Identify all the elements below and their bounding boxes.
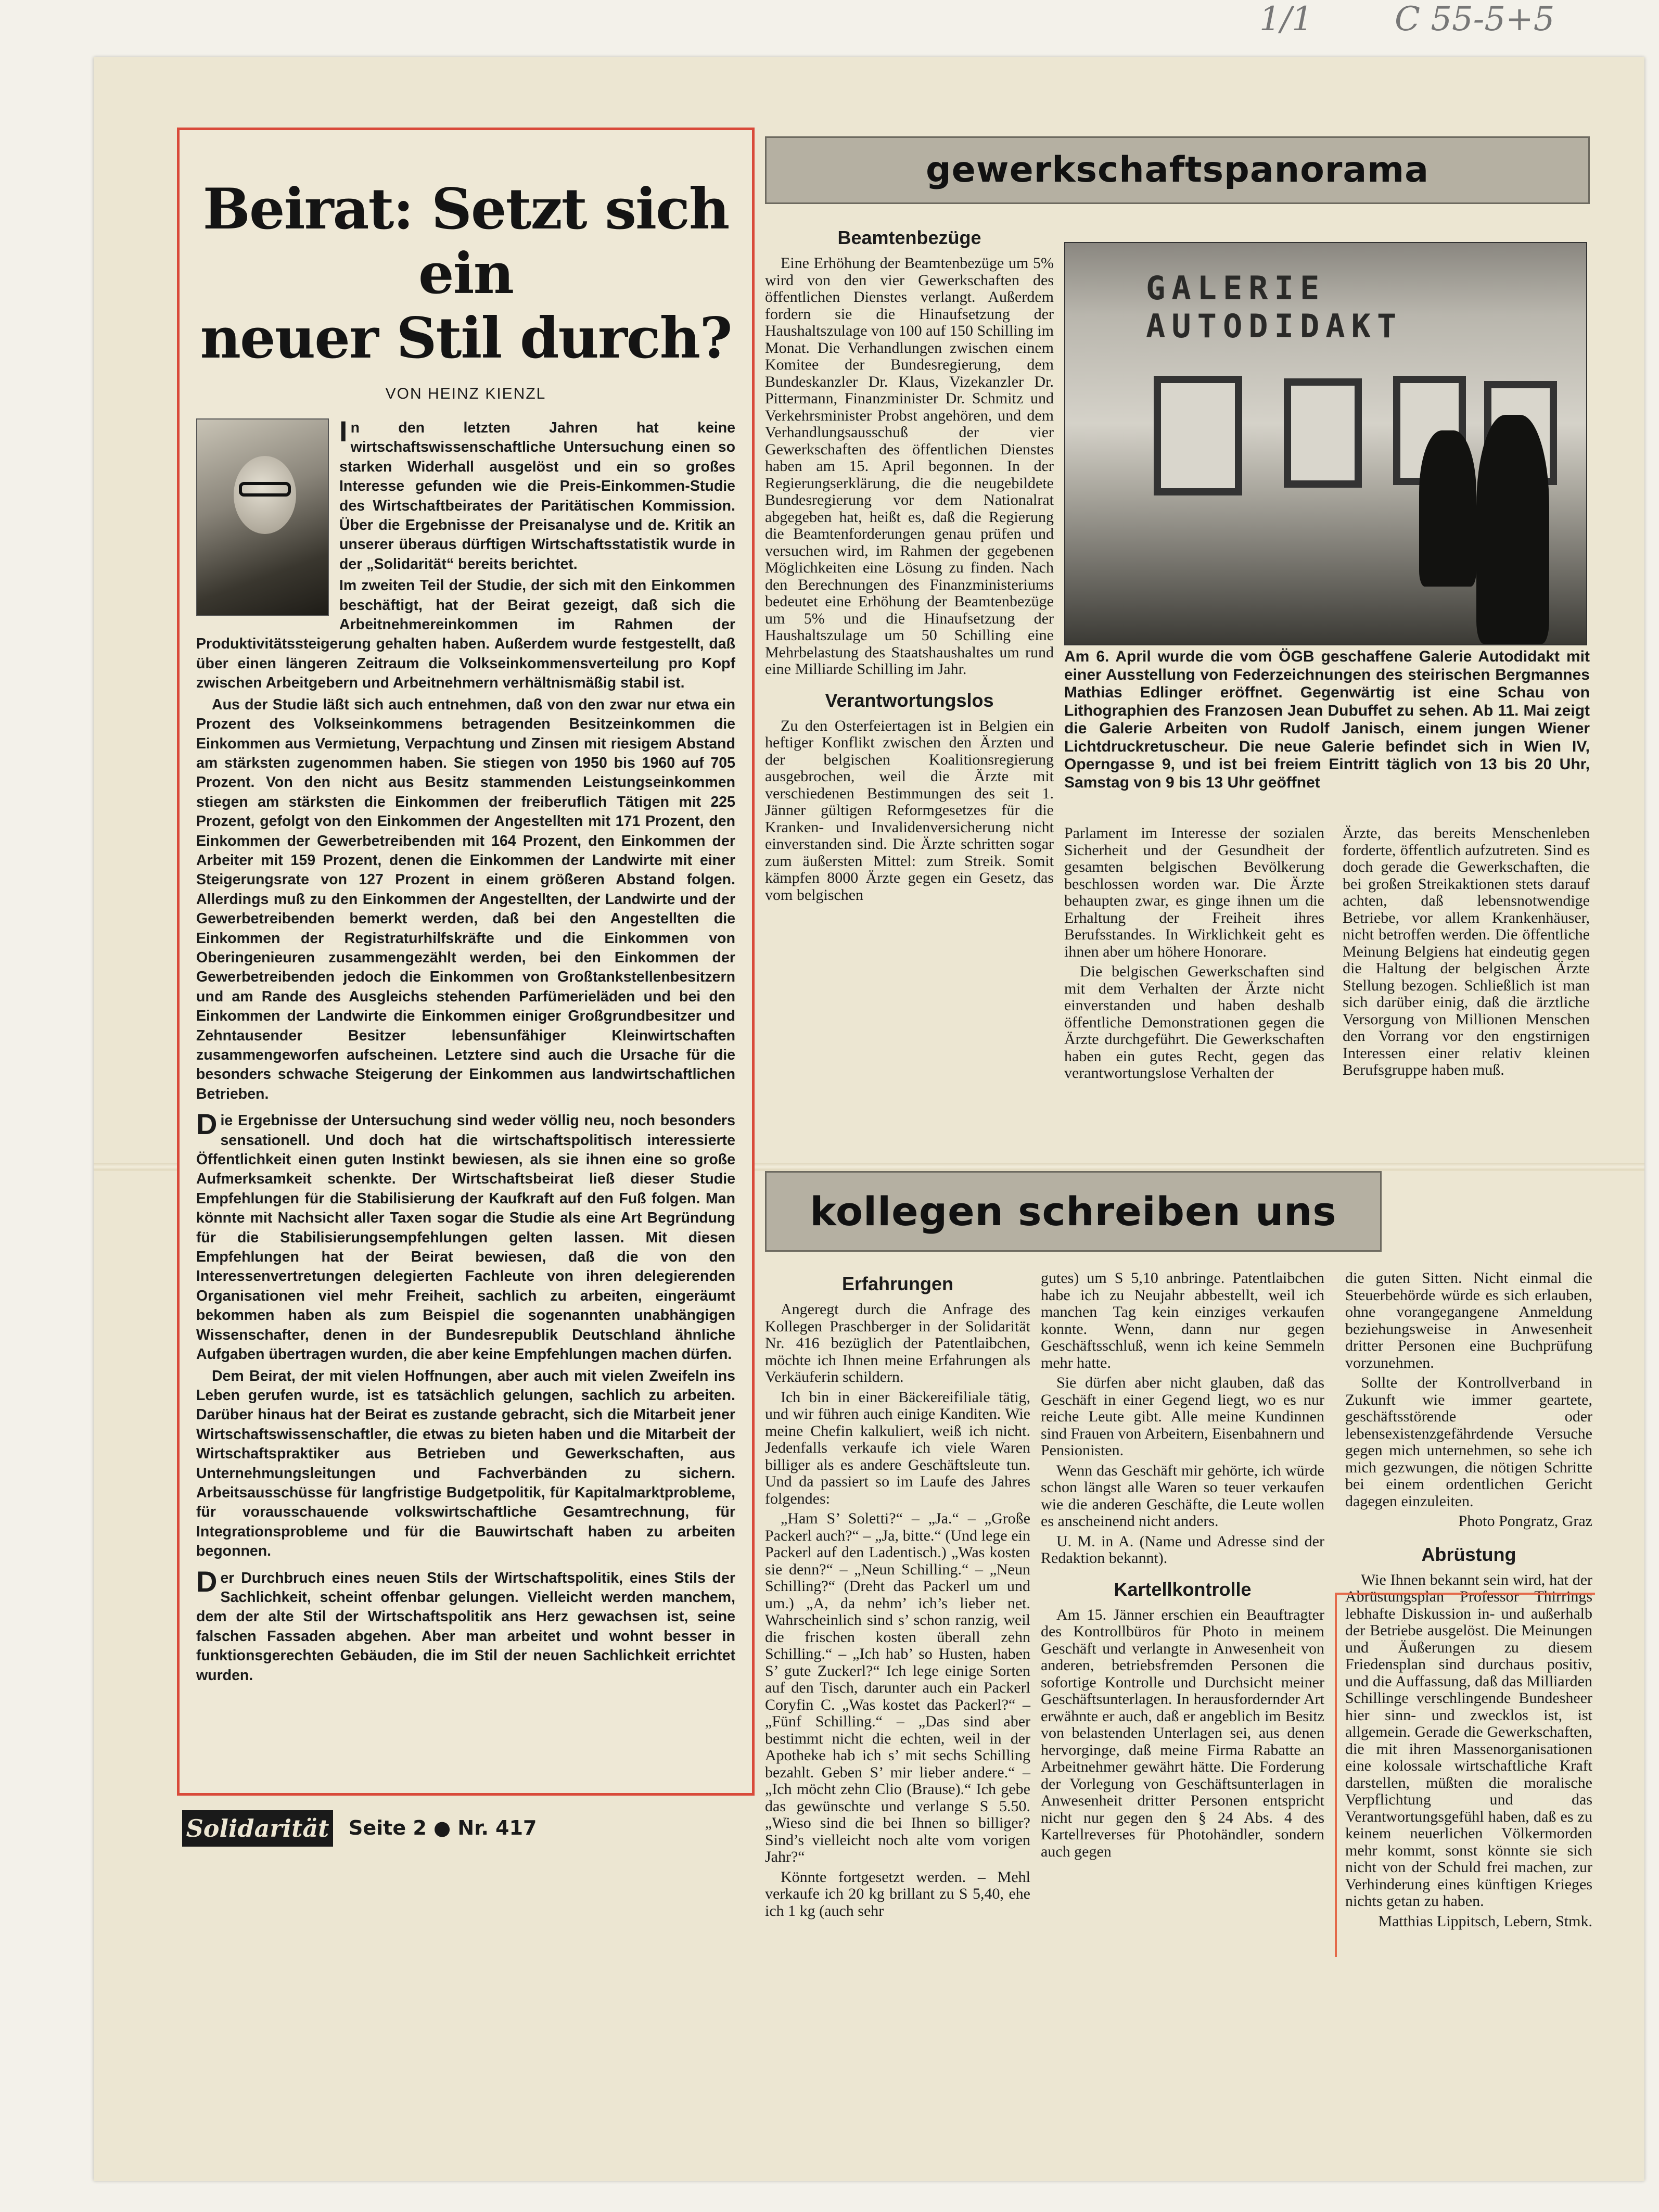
paragraph: Wenn das Geschäft mir gehörte, ich würde schon längst alle Waren so teuer verkaufen wie die anderen Geschäfte, die Leute wollen es anscheinend nicht anders. [1041,1461,1324,1530]
byline: VON HEINZ KIENZL [385,385,546,402]
red-pencil-mark [1335,1593,1337,1957]
article-headline [196,177,735,371]
section-banner-kollegen: kollegen schreiben uns [765,1171,1382,1252]
picture-frame [1284,378,1362,488]
section-title: Verantwortungslos [825,689,994,711]
kollegen-column-3 [1345,1270,1592,1933]
section-title: Beamtenbezüge [837,227,981,248]
paragraph: Ärzte, das bereits Menschenleben forderte, öffentlich aufzutreten. Sind es doch gerade die Gewerkschaften, die bei großen Streikaktionen stets darauf achten, daß lebensnotwendige Betriebe, vor allem Krankenhäuser, nicht betroffen werden. Die öffentliche Meinung Belgiens hat eindeutig gegen die Haltung der belgischen Ärzte Stellung bezogen. Schließlich ist man sich darüber einig, daß die ärztliche Versorgung von Millionen Menschen den Vorrang vor den engstirnigen Interessen einer relativ kleinen Berufsgruppe haben muß. [1343,824,1590,1078]
dropcap: D [196,1108,218,1141]
gallery-photo [1064,242,1587,645]
paragraph: Sie dürfen aber nicht glauben, daß das Geschäft in einer Gegend liegt, wo es nur reiche Leute gibt. Alle meine Kundinnen sind Frauen von Arbeitern, Eisenbahnern und Pensionisten. [1041,1374,1324,1459]
picture-frame [1154,376,1242,495]
visitor-figure [1419,430,1476,587]
article-body [196,415,735,1685]
section-banner-panorama: gewerkschaftspanorama [765,136,1590,204]
paragraph: Könnte fortgesetzt werden. – Mehl verkaufe ich 20 kg brillant zu S 5,40, ehe ich 1 kg (auch sehr [765,1868,1030,1919]
paragraph: Am 15. Jänner erschien ein Beauftragter des Kontrollbüros für Photo in meinem Geschäft und verlangte in Anwesenheit von anderen, betriebsfremden Personen die sofortige Kontrolle und Durchsicht meiner Geschäftsunterlagen. In herausfordernder Art erwähnte er auch, daß er angeblich im Besitz von belastenden Unterlagen sei, aus denen hervorginge, daß meine Firma Rabatte an Arbeitnehmer gewährt hätte. Die Forderung der Vorlegung von Geschäftsunterlagen in Anwesenheit dritter Personen entspricht nicht nur gegen den § 24 Abs. 4 des Kartellreverses für Photohändler, sondern auch gegen [1041,1606,1324,1860]
headline-line-2: neuer Stil durch? [200,306,732,371]
paragraph: „Ham S’ Soletti?“ – „Ja.“ – „Große Packerl auch?“ – „Ja, bitte.“ (Und lege ein Packerl auf den Ladentisch.) „Was kosten sie denn?“ – „Neun Schilling.“ – „Neun Schilling?“ (Dreht das Packerl um und um.) „A, da nehm’ ich’s lieber net. Wahrscheinlich sind s’ schon ranzig, weil die frischen kosten überall zehn Schilling.“ – „Ich hab’ so Husten, haben S’ gute Zuckerl?“ Ich lege einige Sorten auf den Tisch, darunter auch ein Packerl Coryfin C. „Was kostet das Packerl?“ – „Fünf Schilling.“ – „Das sind aber bestimmt nicht die echten, weil in der Apotheke hab ich s’ mit sechs Schilling bezahlt. Geben S’ mir lieber andere.“ – „Ich möcht zehn Clio (Brause).“ Ich gebe das gewünschte und verlange S 5.50. „Wieso sind die bei Ihnen so billiger? Sind’s vielleicht noch alte vom vorigen Jahr?“ [765,1510,1030,1865]
signature: U. M. in A. (Name und Adresse sind der Redaktion bekannt). [1041,1532,1324,1567]
paragraph-text: er Durchbruch eines neuen Stils der Wirtschaftspolitik, eines Stils der Sachlichkeit, scheint offenbar gelungen. Vielleicht werden manchem, dem der alte Stil der Wirtschaftspolitik ans Herz gewachsen ist, seine falschen Fassaden abgehen. Aber man arbeitet und wohnt besser in funktionsgerechten Gebäuden, die im Stil der neuen Sachlichkeit errichtet wurden. [196,1569,735,1684]
page-number: Seite 2 ● Nr. 417 [349,1816,537,1839]
photo-caption: Am 6. April wurde die vom ÖGB geschaffene Galerie Autodidakt mit einer Ausstellung von Federzeichnungen des steirischen Bergmannes Mathias Edlinger eröffnet. Gegenwärtig ist eine Schau von Lithographien des Franzosen Jean Dubuffet zu sehen. Ab 11. Mai zeigt die Galerie Arbeiten von Rudolf Janisch, einem jungen Wiener Lichtdruckretuscheur. Die neue Galerie befindet sich in Wien IV, Operngasse 9, und ist bei freiem Eintritt täglich von 13 bis 20 Uhr, Samstag von 9 bis 13 Uhr geöffnet [1064,648,1590,791]
paragraph: Ich bin in einer Bäckereifiliale tätig, und wir führen auch einige Kanditen. Wie meine Chefin kalkuliert, weiß ich nicht. Jedenfalls verkaufe ich viele Waren billiger als es andere Geschäftsleute tun. Und da passiert so im Laufe des Jahres folgendes: [765,1388,1030,1507]
dropcap: D [196,1565,218,1598]
section-title: Erfahrungen [841,1273,953,1294]
paragraph: die guten Sitten. Nicht einmal die Steuerbehörde würde es sich erlauben, ohne vorangegangene Anmeldung beziehungsweise in Anwesenheit dritter Personen eine Buchprüfung vorzunehmen. [1345,1269,1592,1371]
portrait-glasses [239,482,291,497]
author-portrait [196,418,329,616]
paragraph: Die belgischen Gewerkschaften sind mit dem Verhalten der Ärzte nicht einverstanden und haben deshalb öffentliche Demonstrationen gegen die Ärzte durchgeführt. Die Gewerkschaften haben ein gutes Recht, gegen das verantwortungslose Verhalten der [1064,963,1324,1082]
kollegen-column-1 [765,1270,1030,1923]
signature: Photo Pongratz, Graz [1458,1512,1592,1530]
handwritten-note-right: C 55-5+5 [1395,0,1555,39]
paragraph [196,1108,735,1364]
panorama-column-1 [765,224,1054,907]
section-title: Kartellkontrolle [1114,1578,1252,1600]
paragraph: Wie Ihnen bekannt sein wird, hat der Abrüstungsplan Professor Thirrings lebhafte Diskussion in- und außerhalb der Betriebe ausgelöst. Die Meinungen und Äußerungen zu diesem Friedensplan sind durchaus positiv, und die Auffassung, daß das Milliarden Schillinge verschlingende Bundesheer hier sinn- und zwecklos ist, ist allgemein. Gerade die Gewerkschaften, die mit ihren Massenorganisationen eine kolossale wirtschaftliche Kraft darstellen, müßten die moralische Verpflichtung und das Verantwortungsgefühl haben, daß es zu keinem neuerlichen Völkermorden mehr kommt, sonst könnte sie sich nicht von der Schuld frei machen, zur Verhinderung eines künftigen Krieges nichts getan zu haben. [1345,1571,1592,1910]
paragraph: Eine Erhöhung der Beamtenbezüge um 5% wird von den vier Gewerkschaften des öffentlichen Dienstes verlangt. Außerdem fordern sie die Hinaufsetzung der Haushaltszulage von 100 auf 150 Schilling im Monat. Die Verhandlungen zwischen einem Komitee der Bundesregierung, dem Bundeskanzler Dr. Klaus, Vizekanzler Dr. Pittermann, Finanzminister Dr. Schmitz und Verkehrsminister Probst angehören, und dem Verhandlungsausschuß der vier Gewerkschaften des öffentlichen Dienstes haben am 15. April begonnen. In der Regierungserklärung, die die neugebildete Bundesregierung vor dem Nationalrat abgegeben hat, heißt es, daß die Regierung die Beamtenforderungen genau prüfen und versuchen wird, im Rahmen der gegebenen Möglichkeiten eine Lösung zu finden. Nach den Berechnungen des Finanzministeriums bedeutet eine Erhöhung der Beamtenbezüge um 5% und die Hinaufsetzung der Haushaltszulage um 50 Schilling eine Mehrbelastung des Staatshaushaltes um rund eine Milliarde Schilling im Jahr. [765,255,1054,678]
gallery-sign: GALERIE AUTODIDAKT [1146,269,1403,345]
paragraph: Aus der Studie läßt sich auch entnehmen, daß von den zwar nur etwa ein Prozent des Volkseinkommens betragenden Besitzeinkommen die Einkommen aus Vermietung, Verpachtung und Zinsen mit riesigem Abstand am stärksten zugenommen haben. Sie stiegen von 1950 bis 1960 auf 705 Prozent. Von den nicht aus Besitz stammenden Leistungseinkommen stiegen am stärksten die Einkommen der freiberuflich Tätigen mit 225 Prozent, gefolgt von den Einkommen der Angestellten mit 171 Prozent, den Einkommen der Gewerbetreibenden mit 164 Prozent, den Einkommen der Arbeiter mit 159 Prozent, denen die Einkommen der Landwirte mit einer Steigerungsrate von 127 Prozent in einem größeren Abstand folgen. Allerdings muß zu den Einkommen der Angestellten, der Landwirte und der Gewerbetreibenden bemerkt werden, daß bei den Angestellten die Einkommen der Registraturhilfskräfte und die Einkommen von Oberingenieuren zusammengezählt werden, bei den Einkommen der Gewerbetreibenden jedoch die Einkommen von Großtankstellenbesitzern und am Rande des Ausgleichs stehenden Parfümerieläden und bei den Einkommen der Landwirte die Einkommen einiger Großgrundbesitzer und Zehntausender Besitzer lebensunfähiger Kleinwirtschaften zusammengeworfen aufscheinen. Letztere sind auch die Ursache für die besonders schwache Steigerung der Einkommen aus landwirtschaftlichen Betrieben. [196,696,735,1102]
paragraph: Dem Beirat, der mit vielen Hoffnungen, aber auch mit vielen Zweifeln ins Leben gerufen wurde, ist es tatsächlich gelungen, sachlich zu arbeiten. Darüber hinaus hat der Beirat es zustande gebracht, sich die Mitarbeit jener Wirtschaftswissenschaftler, die etwas zu bieten haben und die Mitarbeit der Wirtschaftspraktiker aus Betrieben und Gewerkschaften, aus Unternehmungsleitungen und Fachverbänden zu sichern. Arbeitsausschüsse für langfristige Budgetpolitik, für Kapitalmarktprobleme, für vorausschauende volkswirtschaftliche Gesamtrechnung, für Integrationsprobleme und für die Bauwirtschaft haben zu arbeiten begonnen. [196,1367,735,1560]
paragraph [196,1565,735,1685]
dropcap: I [339,415,348,448]
headline-line-1: Beirat: Setzt sich ein [202,176,729,307]
red-pencil-mark [1335,1593,1595,1595]
intro-text: n den letzten Jahren hat keine wirtschaftswissenschaftliche Untersuchung einen so starken Widerhall ausgelöst und ein so großes Interesse gefunden wie die Preis-Einkommen-Studie des Wirtschaftbeirates der Paritätischen Kommission. Über die Ergebnisse der Preisanalyse und de. Kritik an unserer überaus dürftigen Wirtschaftsstatistik wurde in der „Solidarität“ bereits berichtet. [339,419,735,573]
visitor-figure [1476,415,1549,644]
kollegen-column-2 [1041,1270,1324,1863]
left-article [177,128,755,1796]
paragraph: Sollte der Kontrollverband in Zukunft wie immer geartete, geschäftsstörende oder lebensexistenzgefährdende Versuche gegen mich unternehmen, so sehe ich mich gezwungen, die nötigen Schritte bei einem ordentlichen Gericht dagegen einzuleiten. [1345,1374,1592,1510]
paragraph: Angeregt durch die Anfrage des Kollegen Praschberger in der Solidarität Nr. 416 bezüglich der Patentlaibchen, möchte ich Ihnen meine Erfahrungen als Verkäuferin schildern. [765,1301,1030,1385]
section-title: Abrüstung [1421,1543,1516,1565]
handwritten-note-left: 1/1 [1259,0,1313,39]
paragraph: Im zweiten Teil der Studie, der sich mit den Einkommen beschäftigt, hat der Beirat gezeigt, daß sich die Arbeitnehmereinkommen im Rahmen der Produktivitätssteigerung gehalten haben. Außerdem wurde festgestellt, daß über einen längeren Zeitraum die Volkseinkommensverteilung pro Kopf zwischen Arbeitgebern und Arbeitnehmern verhältnismäßig stabil ist. [196,577,735,692]
paragraph-text: ie Ergebnisse der Untersuchung sind weder völlig neu, noch besonders sensationell. Und doch hat die wirtschaftspolitisch interessierte Öffentlichkeit einen guten Instinkt bewiesen, als sie ihnen eine so große Aufmerksamkeit schenkte. Der Wirtschaftsbeirat ließ dieser Studie Empfehlungen für die Stabilisierung der Kaufkraft auf den Fuß folgen. Man könnte mit Nachsicht aller Taxen sogar die Studie als eine Art Begründung für die Stabilisierungsempfehlungen gelten lassen. Mit diesen Empfehlungen hat der Beirat bewiesen, daß die von den Interessenvertretungen delegierten Fachleute von ihren delegierenden Organisationen viel mehr Freiheit, sachlich zu arbeiten, eingeräumt bekommen haben als zum Beispiel die sogenannten unabhängigen Wissenschafter, denen in der Bundesrepublik Deutschland ähnliche Aufgaben übertragen wurden, die aber keine Empfehlungen machen dürfen. [196,1112,735,1363]
paragraph: Zu den Osterfeiertagen ist in Belgien ein heftiger Konflikt zwischen den Ärzten und der belgischen Koalitionsregierung ausgebrochen, weil die Ärzte mit verschiedenen Bestimmungen des seit 1. Jänner gültigen Reformgesetzes für die Kranken- und Invalidenversicherung nicht einverstanden sind. Die Ärzte schritten sogar zum äußersten Mittel: zum Streik. Somit kämpfen 8000 Ärzte gegen ein Gesetz, das vom belgischen [765,717,1054,904]
panorama-column-2 [1064,825,1324,1085]
paragraph: Parlament im Interesse der sozialen Sicherheit und der Gesundheit der gesamten belgischen Bevölkerung beschlossen worden war. Die Ärzte behaupten zwar, es ginge ihnen um die Erhaltung der Freiheit ihres Berufsstandes. In Wirklichkeit geht es ihnen aber um höhere Honorare. [1064,824,1324,960]
panorama-column-3 [1343,825,1590,1082]
signature: Matthias Lippitsch, Lebern, Stmk. [1378,1912,1592,1930]
solidaritaet-logo: Solidarität [182,1810,333,1847]
paragraph: gutes) um S 5,10 anbringe. Patentlaibchen habe ich zu Neujahr abbestellt, weil ich manchen Tag kein einziges verkaufen konnte. Wenn, dann nur gegen Geschäftsschluß, wenn ich keine Semmeln mehr hatte. [1041,1269,1324,1371]
